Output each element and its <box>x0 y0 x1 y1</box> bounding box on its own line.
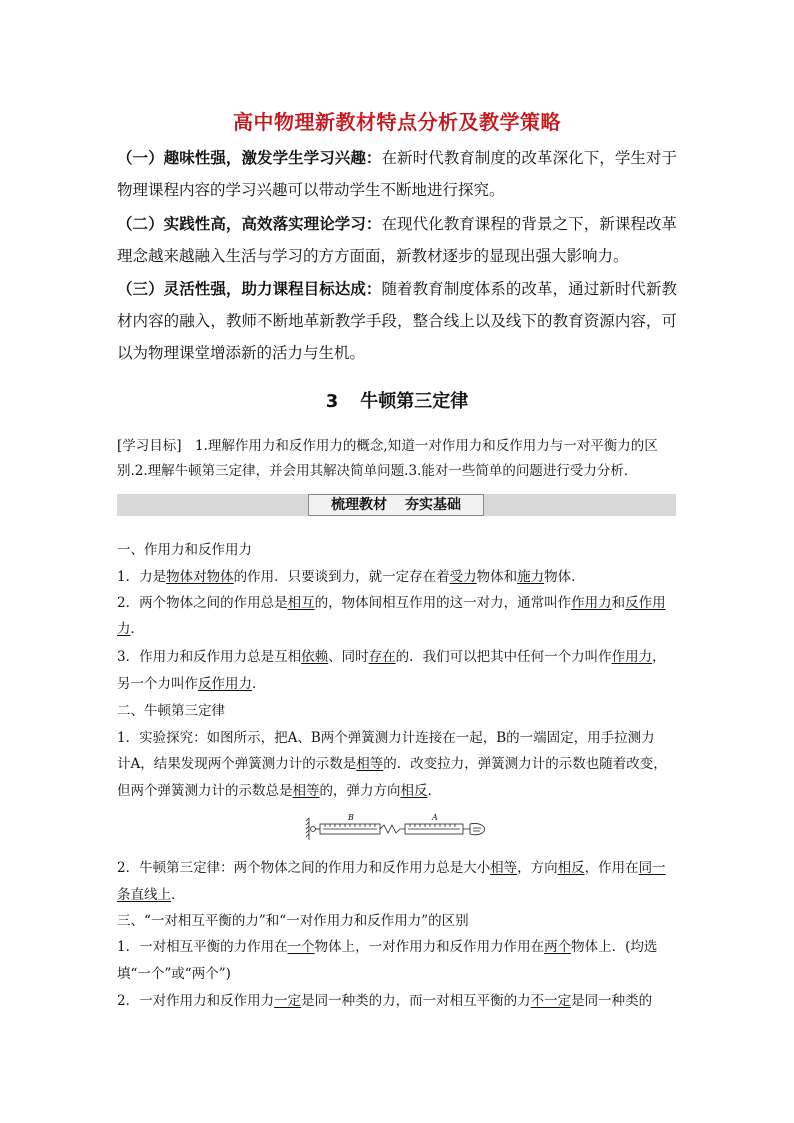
figure-label-b: B <box>348 813 354 822</box>
part3-item2 <box>117 989 679 1009</box>
part1-item3-cont <box>117 672 679 692</box>
text: 1．一对相互平衡的力作用在 <box>117 939 288 955</box>
part1-item2-cont <box>117 617 679 637</box>
text: 的．我们可以把其中任何一个力叫作 <box>395 649 612 665</box>
part3-heading: 三、“一对相互平衡的力”和“一对作用力和反作用力”的区别 <box>117 913 469 929</box>
banner-left: 梳理教材 <box>331 497 387 513</box>
section-lead: （二）实践性高，高效落实理论学习： <box>117 214 382 233</box>
section-flexibility <box>117 273 677 369</box>
blank: 反作用 <box>625 595 666 611</box>
text: 的，物体间相互作用的这一对力，通常叫作 <box>314 595 572 611</box>
part1-item2 <box>117 591 679 611</box>
text: 的．改变拉力，弹簧测力计的示数也随着改变， <box>383 756 667 772</box>
part2-heading: 二、牛顿第三定律 <box>117 703 225 719</box>
blank: 相等 <box>490 860 518 876</box>
blank: 一个 <box>287 939 315 955</box>
blank: 反作用力 <box>198 676 252 692</box>
part2-law <box>117 856 679 876</box>
text: ． <box>427 783 441 799</box>
section-practice <box>117 208 677 272</box>
blank: 施力 <box>517 569 545 585</box>
learning-goals <box>117 434 679 484</box>
text: 1．力是 <box>117 569 167 585</box>
blank: 物体对物体 <box>166 569 234 585</box>
part3-item1-cont: 填“一个”或“两个”) <box>117 966 231 982</box>
chapter-heading <box>0 387 794 413</box>
part1-item1 <box>117 565 679 585</box>
part2-exp-line3 <box>117 779 679 799</box>
text: 是同一种类的 <box>571 993 653 1009</box>
blank: 依赖 <box>301 649 329 665</box>
page-title: 高中物理新教材特点分析及教学策略 <box>233 110 561 134</box>
part1-heading: 一、作用力和反作用力 <box>117 542 252 558</box>
blank: 受力 <box>449 569 477 585</box>
figure-label-a: A <box>432 813 438 822</box>
blank: 相互 <box>287 595 315 611</box>
text: ． <box>252 676 266 692</box>
blank: 作用力 <box>571 595 612 611</box>
chapter-number: 3 <box>325 391 339 412</box>
blank: 相等 <box>292 783 320 799</box>
text: 是同一种类的力，而一对相互平衡的力 <box>301 993 531 1009</box>
text: 物体上．(均选 <box>571 939 658 955</box>
text: 计A，结果发现两个弹簧测力计的示数是 <box>117 756 357 772</box>
section-text: 在新时代教育制度的改革深化下，学生对于物理课程内容的学习兴趣可以带动学生不断地进行探究。 <box>117 149 677 199</box>
text: 物体． <box>544 569 585 585</box>
blank: 相等 <box>356 756 384 772</box>
chapter-title: 牛顿第三定律 <box>360 391 469 412</box>
text: 2．两个物体之间的作用总是 <box>117 595 288 611</box>
text: 和 <box>611 595 626 611</box>
blank: 力 <box>117 621 131 637</box>
blank: 一定 <box>274 993 302 1009</box>
section-interest <box>117 142 677 206</box>
text: ，方向 <box>517 860 558 876</box>
text: 但两个弹簧测力计的示数总是 <box>117 783 293 799</box>
text: ． <box>130 621 144 637</box>
part3-item1 <box>117 935 679 955</box>
banner-right: 夯实基础 <box>405 497 461 513</box>
blank: 条直线上 <box>117 887 171 903</box>
blank: 相反 <box>400 783 428 799</box>
text: ． <box>171 887 185 903</box>
text: 物体和 <box>476 569 518 585</box>
goal-line: 别.2.理解牛顿第三定律，并会用其解决简单问题.3.能对一些简单的问题进行受力分析． <box>117 463 638 479</box>
text: 另一个力叫作 <box>117 676 198 692</box>
section-lead: （一）趣味性强，激发学生学习兴趣： <box>117 148 382 167</box>
blank: 相反 <box>557 860 585 876</box>
text: 物体上，一对作用力和反作用力作用在 <box>314 939 545 955</box>
part2-law-cont <box>117 883 679 903</box>
blank: 存在 <box>368 649 396 665</box>
goal-line: [学习目标] 1.理解作用力和反作用力的概念,知道一对作用力和反作用力与一对平衡力的区 <box>117 438 658 454</box>
text: 的，弹力方向 <box>319 783 401 799</box>
part2-exp-line2 <box>117 752 679 772</box>
text: 2．牛顿第三定律：两个物体之间的作用力和反作用力总是大小 <box>117 860 491 876</box>
text: 、同时 <box>328 649 369 665</box>
blank: 不一定 <box>530 993 572 1009</box>
text: 2．一对作用力和反作用力 <box>117 993 275 1009</box>
blank: 两个 <box>544 939 572 955</box>
text: ，作用在 <box>584 860 639 876</box>
section-text: 在现代化教育课程的背景之下，新课程改革理念越来越融入生活与学习的方方面面，新教材逐步的显现出强大影响力。 <box>117 215 677 265</box>
section-banner <box>308 494 484 516</box>
section-lead: （三）灵活性强，助力课程目标达成： <box>117 279 382 298</box>
part1-item3 <box>117 645 679 665</box>
spring-scale-figure <box>305 810 487 846</box>
text: ， <box>652 649 666 665</box>
text: 的作用．只要谈到力，就一定存在着 <box>233 569 450 585</box>
blank: 同一 <box>638 860 666 876</box>
section-text: 随着教育制度体系的改革，通过新时代新教材内容的融入，教师不断地革新教学手段，整合线上以及线下的教育资源内容，可以为物理课堂增添新的活力与生机。 <box>117 280 677 362</box>
blank: 作用力 <box>611 649 653 665</box>
part2-exp-line1: 1．实验探究：如图所示，把A、B两个弹簧测力计连接在一起，B的一端固定，用手拉测力 <box>117 730 655 746</box>
text: 3．作用力和反作用力总是互相 <box>117 649 302 665</box>
